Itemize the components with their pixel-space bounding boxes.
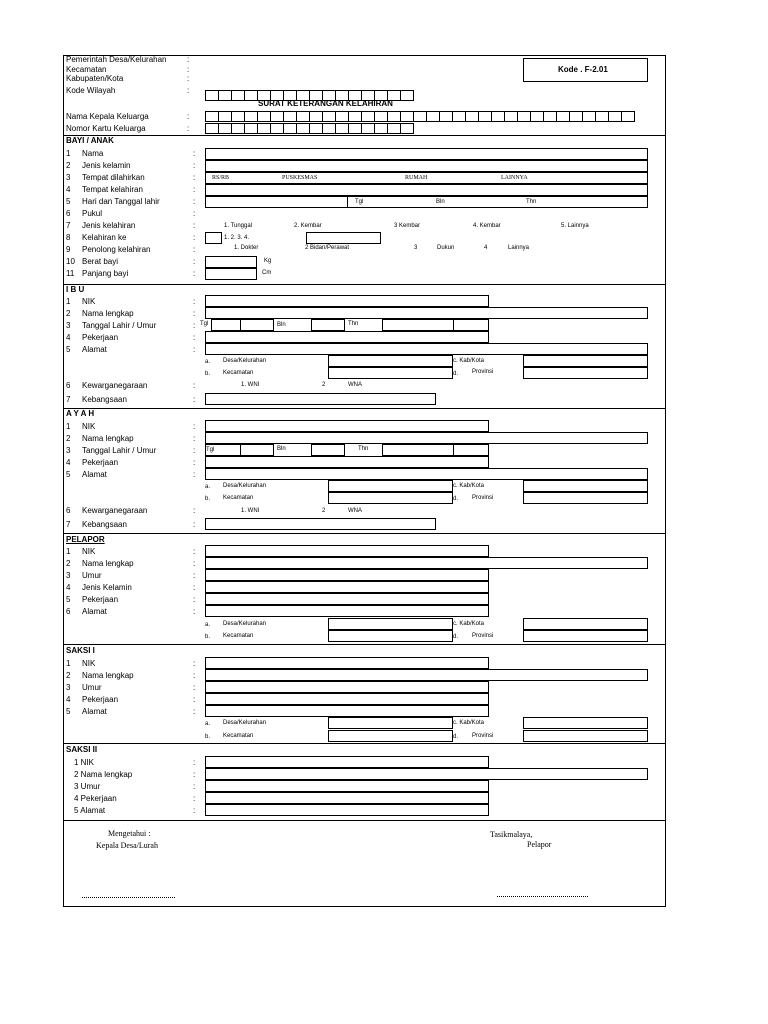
- row-number: 7: [66, 221, 71, 230]
- sub-label: b.: [205, 371, 211, 377]
- label-pelapor-jenis-kelamin: Jenis Kelamin: [82, 583, 132, 592]
- row-number: 3: [66, 683, 71, 692]
- colon: :: [193, 185, 196, 194]
- row-number: 7: [66, 520, 71, 529]
- ibu-bln-field[interactable]: [311, 319, 345, 331]
- row-number: 3: [66, 173, 71, 182]
- ayah-desa-field[interactable]: [328, 480, 453, 492]
- saksi1-desa-field[interactable]: [328, 717, 453, 729]
- saksi1-nama-field[interactable]: [205, 669, 648, 681]
- label-kecamatan: Kecamatan: [223, 633, 254, 639]
- row-number: 5: [66, 197, 71, 206]
- label-pelapor-pekerjaan: Pekerjaan: [82, 595, 119, 604]
- colon: :: [193, 173, 196, 182]
- colon: :: [193, 422, 196, 431]
- option-wni[interactable]: 1. WNI: [241, 382, 260, 388]
- colon: :: [187, 86, 190, 95]
- colon: :: [193, 381, 196, 390]
- label-hari-tanggal-lahir: Hari dan Tanggal lahir: [82, 197, 160, 206]
- label-ibu-nama: Nama lengkap: [82, 309, 134, 318]
- ayah-bln-field[interactable]: [311, 444, 345, 456]
- divider: [347, 196, 348, 208]
- label-saksi2-nama: 2 Nama lengkap: [74, 770, 133, 779]
- colon: :: [193, 395, 196, 404]
- colon: :: [193, 209, 196, 218]
- label-kab-kota: c. Kab/Kota: [453, 483, 485, 489]
- page-title: SURAT KETERANGAN KELAHIRAN: [258, 99, 393, 108]
- colon: :: [193, 770, 196, 779]
- option-number: 2: [322, 382, 326, 388]
- colon: :: [193, 446, 196, 455]
- sub-label: d.: [453, 734, 459, 740]
- ibu-provinsi-field[interactable]: [523, 367, 648, 379]
- colon: :: [193, 595, 196, 604]
- label-kecamatan: Kecamatan: [223, 733, 254, 739]
- ibu-umur-field[interactable]: [453, 319, 489, 331]
- colon: :: [193, 434, 196, 443]
- colon: :: [187, 112, 190, 121]
- option-rsrb[interactable]: RS/RB: [212, 175, 230, 181]
- sub-label: a.: [205, 359, 211, 365]
- ibu-alamat-field[interactable]: [205, 343, 648, 355]
- section-saksi1-heading: SAKSI I: [66, 646, 95, 655]
- sub-label: b.: [205, 634, 211, 640]
- label-thn: Thn: [526, 199, 537, 205]
- option-lainnya[interactable]: Lainnya: [508, 245, 530, 251]
- saksi1-alamat-field[interactable]: [205, 705, 489, 717]
- ibu-kab-field[interactable]: [523, 355, 648, 367]
- row-number: 11: [66, 269, 75, 278]
- pelapor-alamat-field[interactable]: [205, 605, 489, 617]
- label-desa: Desa/Kelurahan: [223, 483, 267, 489]
- colon: :: [193, 161, 196, 170]
- colon: :: [193, 269, 196, 278]
- label-ayah-nama: Nama lengkap: [82, 434, 134, 443]
- label-saksi2-alamat: 5 Alamat: [74, 806, 106, 815]
- option-lainnya[interactable]: 5. Lainnya: [561, 223, 589, 229]
- label-jenis-kelahiran: Jenis kelahiran: [82, 221, 136, 230]
- pelapor-nik-field[interactable]: [205, 545, 489, 557]
- row-number: 3: [66, 321, 71, 330]
- row-number: 6: [66, 209, 71, 218]
- row-number: 6: [66, 607, 71, 616]
- row-number: 4: [66, 583, 71, 592]
- ibu-kebangsaan-field[interactable]: [205, 393, 436, 405]
- row-number: 6: [66, 506, 71, 515]
- colon: :: [193, 583, 196, 592]
- label-kepala-keluarga: Nama Kepala Keluarga: [66, 112, 149, 121]
- ibu-pekerjaan-field[interactable]: [205, 331, 489, 343]
- ayah-alamat-field[interactable]: [205, 468, 648, 480]
- colon: :: [193, 782, 196, 791]
- row-number: 2: [66, 309, 71, 318]
- label-bayi-jenis-kelamin: Jenis kelamin: [82, 161, 131, 170]
- sub-label: b.: [205, 734, 211, 740]
- label-kabupaten: Kabupaten/Kota: [66, 74, 124, 83]
- colon: :: [193, 547, 196, 556]
- label-kab-kota: c. Kab/Kota: [453, 720, 485, 726]
- ayah-provinsi-field[interactable]: [523, 492, 648, 504]
- option-kembar-4[interactable]: 4. Kembar: [473, 223, 501, 229]
- pelapor-kecamatan-field[interactable]: [328, 630, 453, 642]
- ayah-kab-field[interactable]: [523, 480, 648, 492]
- colon: :: [193, 345, 196, 354]
- label-kab-kota: c. Kab/Kota: [453, 358, 485, 364]
- row-number: 2: [66, 559, 71, 568]
- label-kab-kota: c. Kab/Kota: [453, 621, 485, 627]
- ayah-thn-field[interactable]: [382, 444, 454, 456]
- ayah-kebangsaan-field[interactable]: [205, 518, 436, 530]
- ayah-umur-field[interactable]: [453, 444, 489, 456]
- sub-label: d.: [453, 634, 459, 640]
- option-number: 3: [414, 245, 418, 251]
- row-number: 1: [66, 659, 71, 668]
- saksi1-kecamatan-field[interactable]: [328, 730, 453, 742]
- colon: :: [193, 707, 196, 716]
- option-dokter[interactable]: 1. Dokter: [234, 245, 259, 251]
- pelapor-nama-field[interactable]: [205, 557, 648, 569]
- divider: [63, 284, 666, 285]
- label-bln: Bln: [277, 446, 286, 452]
- colon: :: [193, 221, 196, 230]
- option-kembar-3[interactable]: 3 Kembar: [394, 223, 421, 229]
- option-rumah[interactable]: RUMAH: [405, 175, 428, 181]
- row-number: 5: [66, 345, 71, 354]
- label-saksi1-nik: NIK: [82, 659, 96, 668]
- option-kembar-2[interactable]: 2. Kembar: [294, 223, 322, 229]
- label-provinsi: Provinsi: [472, 495, 494, 501]
- kepala-keluarga-cells[interactable]: [205, 111, 634, 122]
- section-saksi2-heading: SAKSI II: [66, 745, 98, 754]
- colon: :: [193, 333, 196, 342]
- divider: [63, 743, 666, 744]
- sub-label: a.: [205, 721, 211, 727]
- colon: :: [193, 257, 196, 266]
- option-wni[interactable]: 1. WNI: [241, 508, 260, 514]
- row-number: 2: [66, 434, 71, 443]
- tempat-kelahiran-field[interactable]: [205, 184, 648, 196]
- sub-label: a.: [205, 484, 211, 490]
- hari-tanggal-field[interactable]: [205, 196, 648, 208]
- sub-label: d.: [453, 496, 459, 502]
- label-nomor-kk: Nomor Kartu Keluarga: [66, 124, 146, 133]
- colon: :: [193, 571, 196, 580]
- label-kecamatan: Kecamatan: [223, 495, 254, 501]
- panjang-bayi-field[interactable]: [205, 268, 257, 280]
- label-tgl: Tgl: [200, 321, 209, 327]
- nomor-kk-cells[interactable]: [205, 123, 413, 134]
- label-provinsi: Provinsi: [472, 633, 494, 639]
- label-pemerintah: Pemerintah Desa/Kelurahan: [66, 55, 167, 64]
- pelapor-kab-field[interactable]: [523, 618, 648, 630]
- sub-label: b.: [205, 496, 211, 502]
- label-kecamatan: Kecamatan: [66, 65, 107, 74]
- row-number: 9: [66, 245, 71, 254]
- colon: :: [187, 55, 190, 64]
- label-mengetahui: Mengetahui :: [108, 829, 151, 838]
- label-saksi1-umur: Umur: [82, 683, 102, 692]
- label-desa: Desa/Kelurahan: [223, 720, 267, 726]
- row-number: 4: [66, 695, 71, 704]
- label-ayah-nik: NIK: [82, 422, 96, 431]
- pelapor-umur-field[interactable]: [205, 569, 489, 581]
- colon: :: [193, 683, 196, 692]
- label-ayah-alamat: Alamat: [82, 470, 107, 479]
- saksi1-pekerjaan-field[interactable]: [205, 693, 489, 705]
- colon: :: [187, 74, 190, 83]
- label-ibu-tanggal-lahir: Tanggal Lahir / Umur: [82, 321, 157, 330]
- label-tempat-kelahiran: Tempat kelahiran: [82, 185, 143, 194]
- label-pelapor-umur: Umur: [82, 571, 102, 580]
- ibu-nama-field[interactable]: [205, 307, 648, 319]
- label-tgl: Tgl: [206, 447, 215, 453]
- ayah-pekerjaan-field[interactable]: [205, 456, 489, 468]
- signature-line-pelapor[interactable]: [497, 896, 588, 897]
- row-number: 6: [66, 381, 71, 390]
- label-ayah-tanggal-lahir: Tanggal Lahir / Umur: [82, 446, 157, 455]
- row-number: 4: [66, 185, 71, 194]
- colon: :: [193, 695, 196, 704]
- ibu-desa-field[interactable]: [328, 355, 453, 367]
- label-saksi1-pekerjaan: Pekerjaan: [82, 695, 119, 704]
- option-dukun[interactable]: Dukun: [437, 245, 455, 251]
- colon: :: [187, 124, 190, 133]
- option-number: 2: [322, 508, 326, 514]
- saksi1-kab-field[interactable]: [523, 717, 648, 729]
- label-ayah-kewarganegaraan: Kewarganegaraan: [82, 506, 148, 515]
- row-number: 8: [66, 233, 71, 242]
- label-bayi-nama: Nama: [82, 149, 104, 158]
- label-tgl: Tgl: [355, 199, 364, 205]
- colon: :: [193, 607, 196, 616]
- colon: :: [193, 309, 196, 318]
- label-saksi2-nik: 1 NIK: [74, 758, 95, 767]
- label-berat-bayi: Berat bayi: [82, 257, 119, 266]
- ibu-kecamatan-field[interactable]: [328, 367, 453, 379]
- label-pukul: Pukul: [82, 209, 103, 218]
- saksi1-provinsi-field[interactable]: [523, 730, 648, 742]
- colon: :: [193, 297, 196, 306]
- row-number: 1: [66, 149, 71, 158]
- row-number: 10: [66, 257, 75, 266]
- row-number: 4: [66, 458, 71, 467]
- label-bln: Bln: [436, 199, 445, 205]
- row-number: 4: [66, 333, 71, 342]
- label-tasikmalaya: Tasikmalaya,: [490, 830, 533, 839]
- label-saksi2-umur: 3 Umur: [74, 782, 101, 791]
- label-kode-wilayah: Kode Wilayah: [66, 86, 116, 95]
- saksi1-nik-field[interactable]: [205, 657, 489, 669]
- ibu-thn-field[interactable]: [382, 319, 454, 331]
- saksi2-pekerjaan-field[interactable]: [205, 792, 489, 804]
- row-number: 2: [66, 671, 71, 680]
- label-kelahiran-ke: Kelahiran ke: [82, 233, 127, 242]
- colon: :: [193, 458, 196, 467]
- bayi-nama-field[interactable]: [205, 148, 648, 160]
- divider: [63, 408, 666, 409]
- colon: :: [193, 197, 196, 206]
- colon: :: [193, 794, 196, 803]
- berat-bayi-field[interactable]: [205, 256, 257, 268]
- row-number: 2: [66, 161, 71, 170]
- option-puskesmas[interactable]: PUSKESMAS: [282, 175, 318, 181]
- divider: [63, 135, 666, 136]
- label-ayah-pekerjaan: Pekerjaan: [82, 458, 119, 467]
- label-pelapor-alamat: Alamat: [82, 607, 107, 616]
- saksi1-umur-field[interactable]: [205, 681, 489, 693]
- option-lainnya[interactable]: LAINNYA: [501, 175, 528, 181]
- saksi2-nik-field[interactable]: [205, 756, 489, 768]
- option-wna[interactable]: WNA: [348, 382, 362, 388]
- label-provinsi: Provinsi: [472, 733, 494, 739]
- row-number: 1: [66, 422, 71, 431]
- label-pelapor-nik: NIK: [82, 547, 96, 556]
- label-penolong-kelahiran: Penolong kelahiran: [82, 245, 151, 254]
- label-kecamatan: Kecamatan: [223, 370, 254, 376]
- ayah-kecamatan-field[interactable]: [328, 492, 453, 504]
- label-kepala-desa: Kepala Desa/Lurah: [96, 841, 158, 850]
- ayah-nik-field[interactable]: [205, 420, 489, 432]
- label-ibu-kebangsaan: Kebangsaan: [82, 395, 127, 404]
- sub-label: d.: [453, 371, 459, 377]
- ayah-nama-field[interactable]: [205, 432, 648, 444]
- ibu-tgl-field[interactable]: [211, 319, 241, 331]
- ibu-nik-field[interactable]: [205, 295, 489, 307]
- row-number: 7: [66, 395, 71, 404]
- divider: [63, 820, 666, 821]
- label-ayah-kebangsaan: Kebangsaan: [82, 520, 127, 529]
- label-thn: Thn: [358, 446, 369, 452]
- ayah-tgl-field[interactable]: [240, 444, 274, 456]
- ibu-tgl-field[interactable]: [240, 319, 274, 331]
- unit-kg: Kg: [264, 258, 272, 264]
- unit-cm: Cm: [262, 270, 272, 276]
- pelapor-pekerjaan-field[interactable]: [205, 593, 489, 605]
- row-number: 5: [66, 470, 71, 479]
- label-pelapor-signature: Pelapor: [527, 840, 552, 849]
- colon: :: [193, 758, 196, 767]
- option-tunggal[interactable]: 1. Tunggal: [224, 223, 253, 229]
- colon: :: [193, 233, 196, 242]
- label-thn: Thn: [348, 321, 359, 327]
- pelapor-desa-field[interactable]: [328, 618, 453, 630]
- sub-label: a.: [205, 622, 211, 628]
- colon: :: [193, 506, 196, 515]
- label-desa: Desa/Kelurahan: [223, 358, 267, 364]
- section-ibu-heading: I B U: [66, 285, 85, 294]
- row-number: 5: [66, 707, 71, 716]
- signature-line-kepala-desa[interactable]: [82, 897, 175, 898]
- row-number: 1: [66, 297, 71, 306]
- colon: :: [193, 321, 196, 330]
- divider: [63, 644, 666, 645]
- colon: :: [193, 559, 196, 568]
- option-bidan[interactable]: 2 Bidan/Perawat: [305, 245, 350, 251]
- divider: [63, 533, 666, 534]
- row-number: 3: [66, 446, 71, 455]
- row-number: 3: [66, 571, 71, 580]
- label-pelapor-nama: Nama lengkap: [82, 559, 134, 568]
- kode-label: Kode . F-2.01: [558, 65, 608, 74]
- section-bayi-heading: BAYI / ANAK: [66, 136, 114, 145]
- colon: :: [193, 149, 196, 158]
- kelahiran-ke-options: 1. 2. 3. 4.: [224, 235, 250, 241]
- colon: :: [193, 245, 196, 254]
- option-wna[interactable]: WNA: [348, 508, 362, 514]
- colon: :: [193, 659, 196, 668]
- section-pelapor-heading: PELAPOR: [66, 535, 105, 544]
- option-number: 4: [484, 245, 488, 251]
- pelapor-jenis-kelamin-field[interactable]: [205, 581, 489, 593]
- label-bln: Bln: [277, 322, 286, 328]
- label-tempat-dilahirkan: Tempat dilahirkan: [82, 173, 145, 182]
- colon: :: [187, 65, 190, 74]
- label-ibu-kewarganegaraan: Kewarganegaraan: [82, 381, 148, 390]
- section-ayah-heading: A Y A H: [66, 409, 95, 418]
- label-provinsi: Provinsi: [472, 369, 494, 375]
- label-ibu-alamat: Alamat: [82, 345, 107, 354]
- row-number: 5: [66, 595, 71, 604]
- colon: :: [193, 470, 196, 479]
- label-saksi2-pekerjaan: 4 Pekerjaan: [74, 794, 117, 803]
- row-number: 1: [66, 547, 71, 556]
- colon: :: [193, 671, 196, 680]
- label-ibu-pekerjaan: Pekerjaan: [82, 333, 119, 342]
- pelapor-provinsi-field[interactable]: [523, 630, 648, 642]
- saksi2-nama-field[interactable]: [205, 768, 648, 780]
- label-panjang-bayi: Panjang bayi: [82, 269, 129, 278]
- label-desa: Desa/Kelurahan: [223, 621, 267, 627]
- colon: :: [193, 520, 196, 529]
- saksi2-umur-field[interactable]: [205, 780, 489, 792]
- label-ibu-nik: NIK: [82, 297, 96, 306]
- colon: :: [193, 806, 196, 815]
- kelahiran-ke-extra-field[interactable]: [306, 232, 381, 244]
- label-saksi1-alamat: Alamat: [82, 707, 107, 716]
- saksi2-alamat-field[interactable]: [205, 804, 489, 816]
- label-saksi1-nama: Nama lengkap: [82, 671, 134, 680]
- kelahiran-ke-field[interactable]: [205, 232, 222, 244]
- bayi-jenis-kelamin-field[interactable]: [205, 160, 648, 172]
